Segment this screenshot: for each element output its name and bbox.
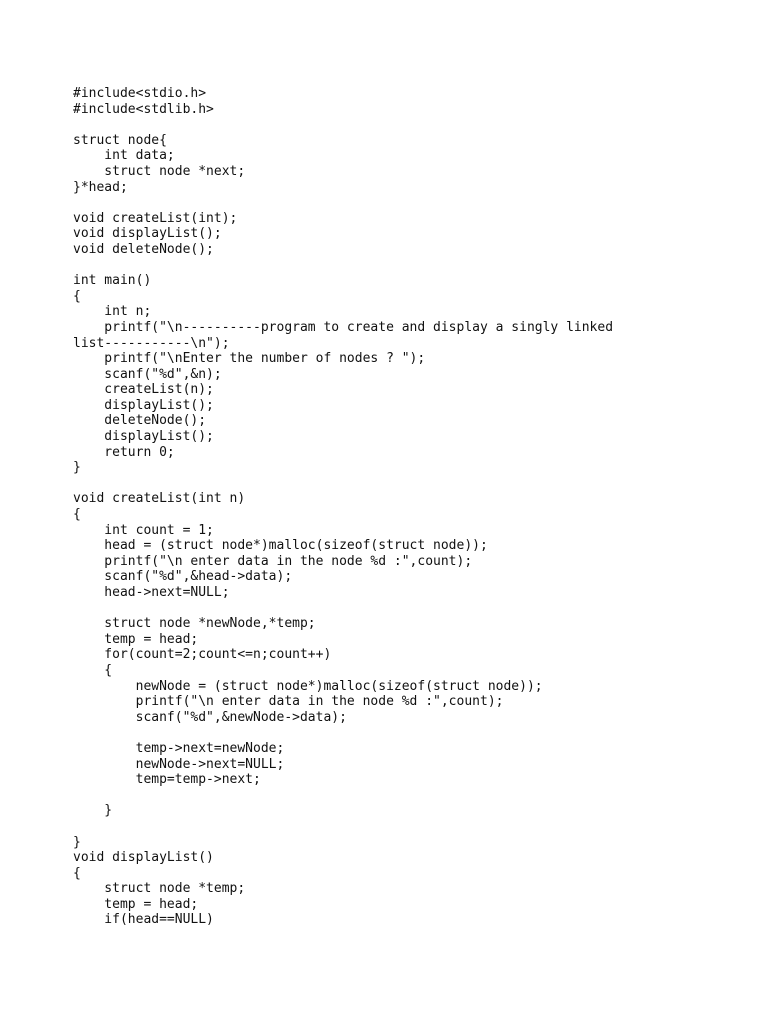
code-line bbox=[73, 117, 613, 133]
code-line: void displayList(); bbox=[73, 226, 222, 242]
code-line: struct node *next; bbox=[73, 163, 246, 179]
code-line bbox=[73, 601, 613, 617]
code-line: printf("\n enter data in the node %d :",count); bbox=[73, 553, 473, 569]
code-line: head = (struct node*)malloc(sizeof(struct node)); bbox=[73, 538, 488, 554]
code-line: void deleteNode(); bbox=[73, 241, 214, 257]
code-line bbox=[73, 258, 613, 274]
code-line: printf("\n----------program to create and display a singly linked bbox=[73, 319, 614, 335]
code-line: temp->next=newNode; bbox=[73, 740, 285, 756]
code-line: temp=temp->next; bbox=[73, 772, 261, 788]
code-line: #include<stdlib.h> bbox=[73, 101, 214, 117]
code-line: struct node *newNode,*temp; bbox=[73, 616, 316, 632]
code-line: { bbox=[73, 662, 113, 678]
code-line: int n; bbox=[73, 304, 152, 320]
code-line: head->next=NULL; bbox=[73, 585, 230, 600]
code-line: void createList(int); bbox=[73, 210, 238, 226]
code-line: int count = 1; bbox=[73, 522, 214, 538]
code-line: temp = head; bbox=[73, 896, 199, 912]
code-line: int data; bbox=[73, 148, 175, 164]
code-line: createList(n); bbox=[73, 382, 214, 398]
code-line: }*head; bbox=[73, 179, 128, 195]
code-line: scanf("%d",&n); bbox=[73, 366, 222, 382]
code-line: printf("\n enter data in the node %d :",count); bbox=[73, 694, 504, 710]
code-line: if(head==NULL) bbox=[73, 912, 214, 928]
code-line: return 0; bbox=[73, 444, 175, 460]
code-line bbox=[73, 819, 613, 835]
code-line bbox=[73, 476, 613, 492]
code-line: for(count=2;count<=n;count++) bbox=[73, 647, 332, 663]
code-line: { bbox=[73, 507, 81, 523]
code-line: printf("\nEnter the number of nodes ? "); bbox=[73, 351, 426, 367]
code-line: scanf("%d",&head->data); bbox=[73, 569, 293, 585]
code-line: scanf("%d",&newNode->data); bbox=[73, 709, 347, 725]
code-line: int main() bbox=[73, 273, 152, 289]
code-line: struct node{ bbox=[73, 132, 167, 148]
code-line: } bbox=[73, 834, 81, 850]
code-line: } bbox=[73, 460, 81, 476]
code-line: void displayList() bbox=[73, 850, 214, 866]
code-line: newNode->next=NULL; bbox=[73, 756, 285, 772]
code-line: struct node *temp; bbox=[73, 881, 246, 897]
code-line: { bbox=[73, 865, 81, 881]
code-listing bbox=[73, 86, 613, 928]
code-line: { bbox=[73, 288, 81, 304]
code-line: temp = head; bbox=[73, 631, 199, 647]
code-line: list-----------\n"); bbox=[73, 335, 230, 351]
code-line: } bbox=[73, 803, 113, 819]
code-line: displayList(); bbox=[73, 397, 214, 413]
code-line: void createList(int n) bbox=[73, 491, 246, 507]
code-line bbox=[73, 725, 613, 741]
code-line: deleteNode(); bbox=[73, 413, 207, 429]
code-line: displayList(); bbox=[73, 429, 214, 445]
code-line: newNode = (struct node*)malloc(sizeof(struct node)); bbox=[73, 678, 543, 694]
code-line bbox=[73, 788, 613, 804]
code-line: #include<stdio.h> bbox=[73, 86, 207, 101]
code-line bbox=[73, 195, 613, 211]
